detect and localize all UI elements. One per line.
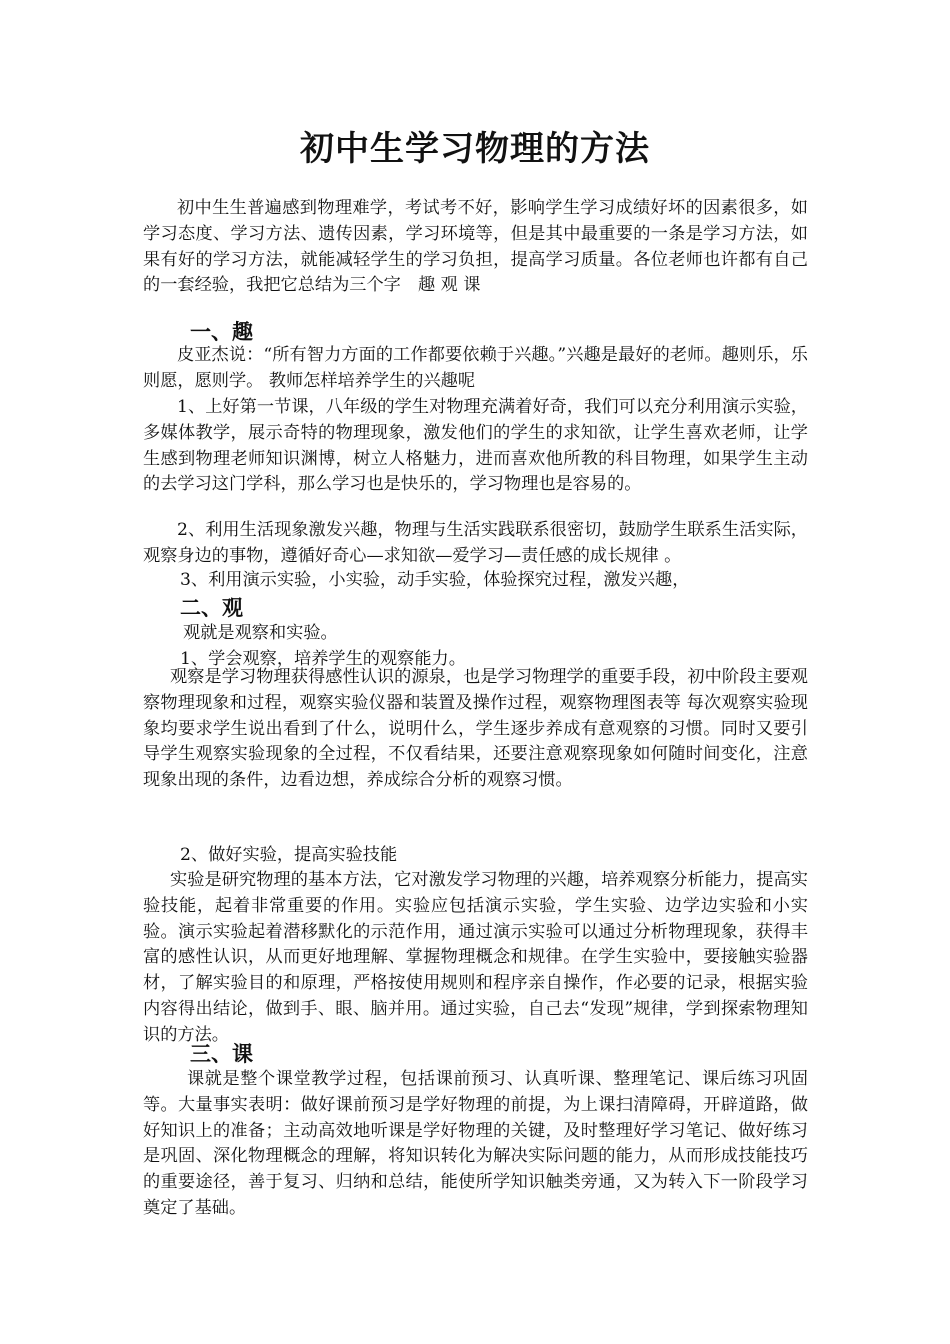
section1-item3-line: 3、利用演示实验，小实验，动手实验，体验探究过程，激发兴趣， xyxy=(180,570,690,590)
section-heading-qu: 一、趣 xyxy=(190,319,253,344)
section2-observation-paragraph: 观察是学习物理获得感性认识的源泉，也是学习物理学的重要手段，初中阶段主要观察物理现象和过程，观察实验仪器和装置及操作过程，观察物理图表等 每次观察实验现象均要求学生说出看到了什么，说明什么，学生逐步养成有意观察的习惯。同时又要引导学生观察实验现象的全过程，不仅看结果，还要注意观察现象如何随时间变化，注意现象出现的条件，边看边想，养成综合分析的观察习惯。 xyxy=(143,667,808,791)
section2-definition-line: 观就是观察和实验。 xyxy=(183,623,338,643)
intro-paragraph: 初中生生普遍感到物理难学，考试考不好，影响学生学习成绩好坏的因素很多，如学习态度、学习方法、遗传因素，学习环境等，但是其中最重要的一条是学习方法，如果有好的学习方法，就能减轻学生的学习负担，提高学习质量。各位老师也许都有自己的一套经验，我把它总结为三个字 趣 观 课 xyxy=(143,198,808,296)
section1-item2-paragraph: 2、利用生活现象激发兴趣，物理与生活实践联系很密切，鼓励学生联系生活实际，观察身边的事物，遵循好奇心—求知欲—爱学习—责任感的成长规律 。 xyxy=(143,520,808,566)
section2-item2-line: 2、做好实验，提高实验技能 xyxy=(180,845,398,865)
section2-experiment-paragraph: 实验是研究物理的基本方法，它对激发学习物理的兴趣，培养观察分析能力，提高实验技能，起着非常重要的作用。实验应包括演示实验，学生实验、边学边实验和小实验。演示实验起着潜移默化的示范作用，通过演示实验可以通过分析物理现象，获得丰富的感性认识，从而更好地理解、掌握物理概念和规律。在学生实验中，要接触实验器材，了解实验目的和原理，严格按使用规则和程序亲自操作，作必要的记录，根据实验内容得出结论，做到手、眼、脑并用。通过实验，自己去“发现”规律，学到探索物理知识的方法。 xyxy=(143,870,808,1045)
document-title: 初中生学习物理的方法 xyxy=(300,129,650,169)
section-heading-ke: 三、课 xyxy=(190,1041,253,1066)
section3-class-paragraph: 课就是整个课堂教学过程，包括课前预习、认真听课、整理笔记、课后练习巩固等。大量事实表明：做好课前预习是学好物理的前提，为上课扫清障碍，开辟道路，做好知识上的准备；主动高效地听课是学好物理的关键，及时整理好学习笔记、做好练习是巩固、深化物理概念的理解，将知识转化为解决实际问题的能力，从而形成技能技巧的重要途径，善于复习、归纳和总结，能使所学知识触类旁通，又为转入下一阶段学习奠定了基础。 xyxy=(143,1069,808,1218)
section-heading-guan: 二、观 xyxy=(180,595,243,620)
section1-item1-paragraph: 1、上好第一节课，八年级的学生对物理充满着好奇，我们可以充分利用演示实验，多媒体教学，展示奇特的物理现象，激发他们的学生的求知欲，让学生喜欢老师，让学生感到物理老师知识渊博，树立人格魅力，进而喜欢他所教的科目物理，如果学生主动的去学习这门学科，那么学习也是快乐的，学习物理也是容易的。 xyxy=(143,397,808,495)
section1-quote-paragraph: 皮亚杰说：“所有智力方面的工作都要依赖于兴趣。”兴趣是最好的老师。趣则乐，乐则愿，愿则学。 教师怎样培养学生的兴趣呢 xyxy=(143,345,808,391)
section2-item1-line: 1、学会观察，培养学生的观察能力。 xyxy=(180,649,466,669)
